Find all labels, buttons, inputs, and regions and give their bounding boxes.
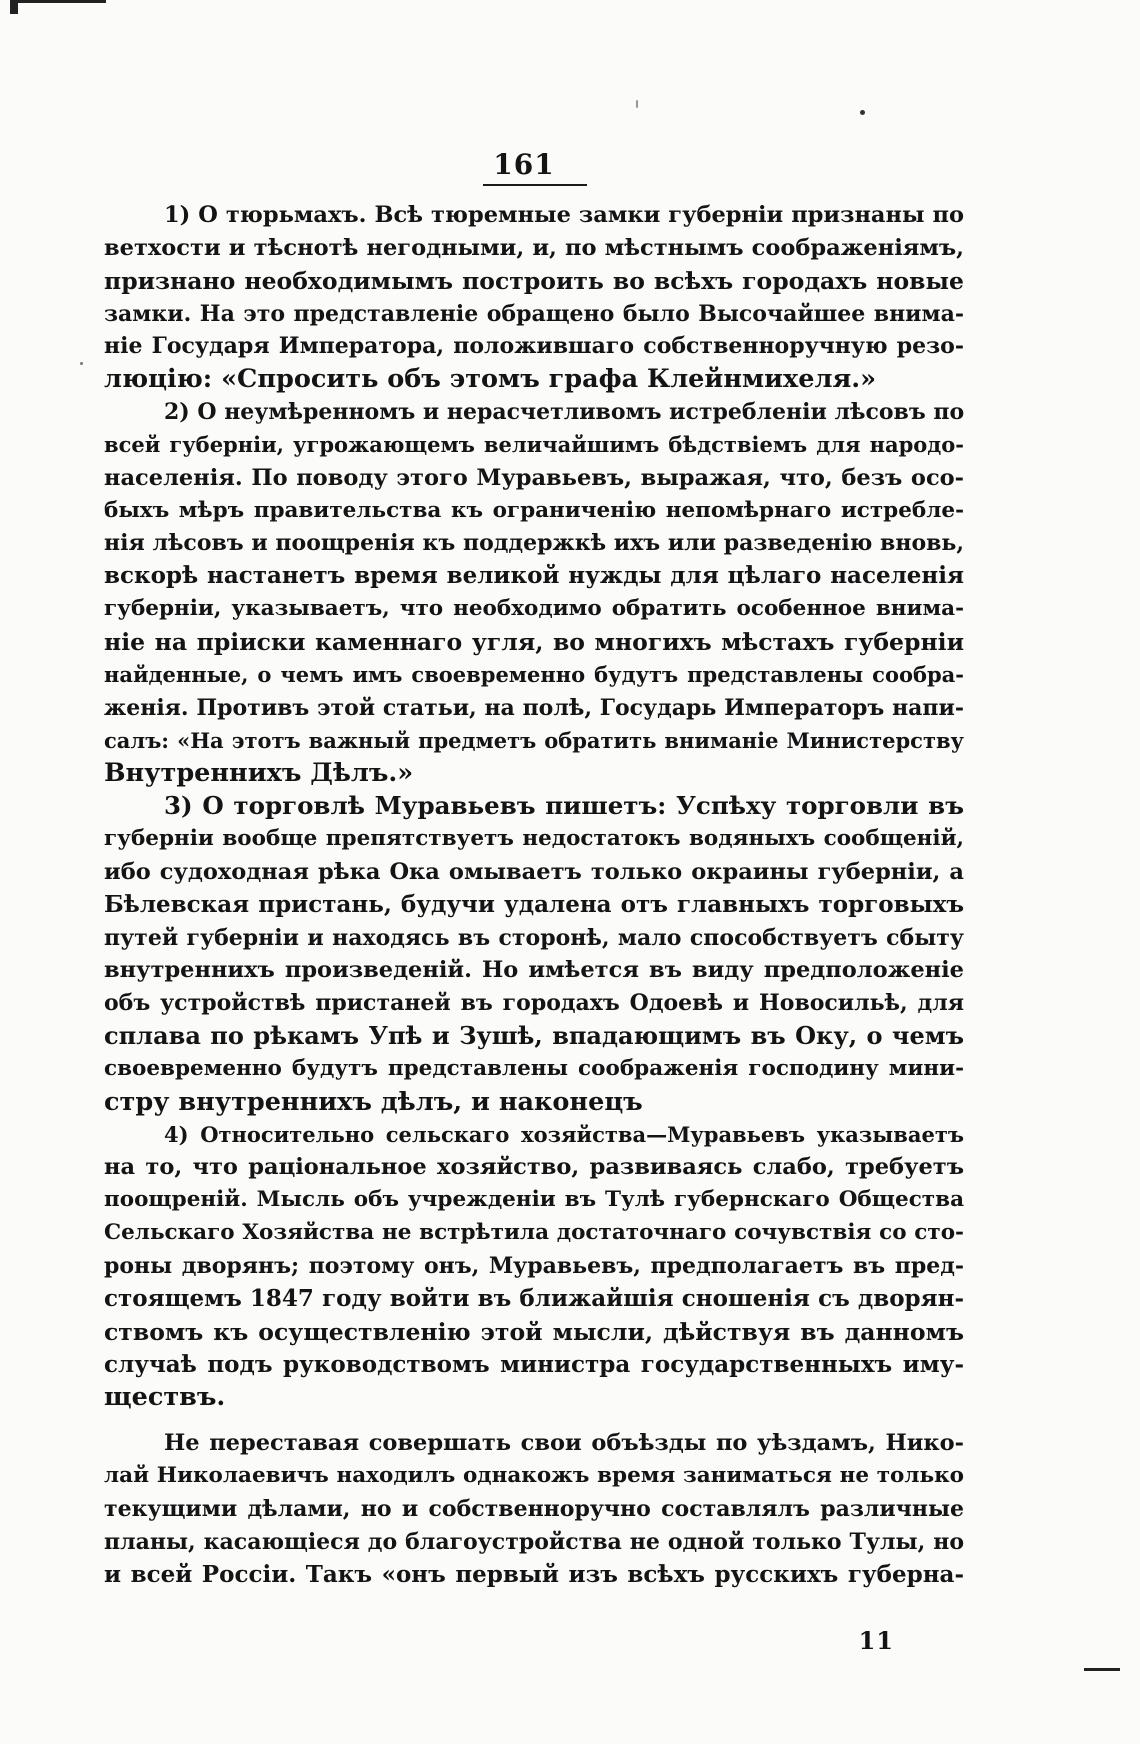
- text-line: ветхости и тѣснотѣ негодными, и, по мѣстнымъ соображеніямъ,: [104, 234, 964, 261]
- text-line: ніе на пріиски каменнаго угля, во многихъ мѣстахъ губерніи: [104, 627, 964, 656]
- text-line: люцію: «Спросить объ этомъ графа Клейнмихеля.»: [104, 364, 877, 395]
- text-line: ніе Государя Императора, положившаго собственноручную резо-: [104, 333, 964, 360]
- text-line: и всей Россіи. Такъ «онъ первый изъ всѣхъ русскихъ губерна-: [104, 1560, 964, 1588]
- text-line: губерніи, указываетъ, что необходимо обратить особенное внима-: [104, 596, 964, 622]
- text-line: Бѣлевская пристань, будучи удалена отъ главныхъ торговыхъ: [104, 890, 964, 918]
- text-line: вскорѣ настанетъ время великой нужды для цѣлаго населенія: [104, 562, 964, 590]
- text-line: Сельскаго Хозяйства не встрѣтила достаточнаго сочувствія со сто-: [104, 1220, 964, 1246]
- text-line: ствомъ къ осуществленію этой мысли, дѣйствуя въ данномъ: [104, 1317, 964, 1346]
- text-line: признано необходимымъ построить во всѣхъ городахъ новые: [104, 266, 964, 295]
- scan-edge-mark: [1084, 1668, 1120, 1671]
- page-number-rule: [483, 184, 587, 186]
- paragraph-gap: [104, 1414, 964, 1427]
- text-line: поощреній. Мысль объ учрежденіи въ Тулѣ губернскаго Общества: [104, 1187, 964, 1213]
- text-line: текущими дѣлами, но и собственноручно составлялъ различные: [104, 1495, 964, 1522]
- text-line: всей губерніи, угрожающемъ величайшимъ бѣдствіемъ для народо-: [104, 431, 964, 457]
- text-line: найденные, о чемъ имъ своевременно будутъ представлены сообра-: [104, 661, 964, 687]
- text-line: губерніи вообще препятствуетъ недостатокъ водяныхъ сообщеній,: [104, 826, 964, 852]
- text-line: женія. Противъ этой статьи, на полѣ, Государь Императоръ напи-: [104, 694, 964, 721]
- text-line: стру внутреннихъ дѣлъ, и наконецъ: [104, 1086, 643, 1117]
- text-line: роны дворянъ; поэтому онъ, Муравьевъ, предполагаетъ въ пред-: [104, 1253, 964, 1279]
- scan-speck: [636, 100, 638, 108]
- text-line: стоящемъ 1847 году войти въ ближайшія сношенія съ дворян-: [104, 1284, 964, 1312]
- text-line: нія лѣсовъ и поощренія къ поддержкѣ ихъ или разведенію вновь,: [104, 530, 964, 557]
- scan-speck: [80, 362, 83, 365]
- text-line: Внутреннихъ Дѣлъ.»: [104, 758, 414, 789]
- text-line: ществъ.: [104, 1382, 226, 1413]
- text-line: случаѣ подъ руководствомъ министра государственныхъ иму-: [104, 1350, 964, 1378]
- scan-speck: [860, 110, 865, 115]
- text-line: 1) О тюрьмахъ. Всѣ тюремные замки губерніи признаны по: [164, 202, 964, 228]
- text-line: сплава по рѣкамъ Упѣ и Зушѣ, впадающимъ въ Оку, о чемъ: [104, 1021, 964, 1051]
- text-line: путей губерніи и находясь въ сторонѣ, мало способствуетъ сбыту: [104, 924, 964, 951]
- text-line: 2) О неумѣренномъ и нерасчетливомъ истребленіи лѣсовъ по: [164, 399, 965, 426]
- scan-corner-mark: [10, 0, 106, 9]
- text-line: населенія. По поводу этого Муравьевъ, выражая, что, безъ осо-: [104, 464, 964, 491]
- text-line: 3) О торговлѣ Муравьевъ пишетъ: Успѣху торговли въ: [164, 791, 964, 821]
- text-line: салъ: «На этотъ важный предметъ обратить вниманіе Министерству: [104, 727, 964, 753]
- text-line: объ устройствѣ пристаней въ городахъ Одоевѣ и Новосильѣ, для: [104, 990, 964, 1017]
- text-line: своевременно будутъ представлены соображенія господину мини-: [104, 1055, 964, 1081]
- text-line: ибо судоходная рѣка Ока омываетъ только окраины губерніи, а: [104, 858, 964, 885]
- text-line: замки. На это представленіе обращено было Высочайшее внима-: [104, 300, 964, 327]
- text-line: лай Николаевичъ находилъ однакожъ время заниматься не только: [104, 1463, 964, 1489]
- page-number: 161: [493, 148, 555, 181]
- text-line: внутреннихъ произведеній. Но имѣется въ виду предположеніе: [104, 957, 964, 984]
- text-line: быхъ мѣръ правительства къ ограниченію непомѣрнаго истребле-: [104, 497, 964, 523]
- text-line: на то, что раціональное хозяйство, развиваясь слабо, требуетъ: [104, 1154, 964, 1181]
- text-line: Не переставая совершать свои объѣзды по уѣздамъ, Нико-: [164, 1430, 964, 1457]
- text-line: планы, касающіеся до благоустройства не одной только Тулы, но: [104, 1528, 964, 1555]
- printer-signature: 11: [858, 1626, 894, 1655]
- text-line: 4) Относительно сельскаго хозяйства—Муравьевъ указываетъ: [164, 1121, 964, 1147]
- body-text: [104, 199, 964, 1591]
